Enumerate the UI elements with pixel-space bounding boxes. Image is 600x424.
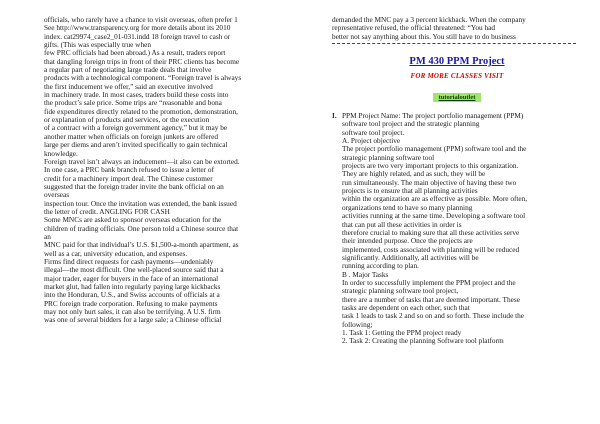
item-text-line: strategic planning software tool project,: [342, 287, 459, 296]
item-text-line: therefore crucial to making sure that all these activities serve: [342, 228, 520, 237]
text-line: market glut, had fallen into regularly paying large kickbacks: [44, 283, 221, 291]
text-line: index. cat29974_case2_01-031.indd 18 foreign travel to cash or: [44, 32, 231, 41]
text-line: major trader, eager for buyers in the face of an international: [44, 274, 219, 283]
text-line: gifts. (This was especially true when: [44, 41, 151, 50]
text-line: better not say anything about this. You still have to do business: [332, 32, 516, 41]
item-text-line: projects are two very important projects to this organization.: [342, 162, 519, 171]
text-line: overseas: [44, 191, 70, 200]
text-line: into the Honduran, U.S., and Swiss accounts of officials at a: [44, 291, 220, 300]
item-text-line: within the organization are as effective as possible. More often,: [342, 195, 528, 204]
visit-banner: FOR MORE CLASSES VISIT: [410, 72, 504, 81]
left-column: [44, 16, 296, 325]
text-line: few PRC officials had been abroad.) As a result, traders report: [44, 49, 226, 58]
text-line: illegal—the most difficult. One well-placed source said that a: [44, 266, 224, 275]
right-column: [332, 16, 582, 346]
item-text-line: B . Major Tasks: [342, 270, 389, 279]
item-text-line: PPM Project Name: The project portfolio management (PPM): [342, 112, 524, 121]
item-text-line: significantly. Additionally, all activities will be: [342, 253, 479, 262]
item-text-line: projects is to ensure that all planning activities: [342, 187, 478, 196]
text-line: that dangling foreign trips in front of their PRC clients has become: [44, 57, 240, 66]
text-line: In one case, a PRC bank branch refused to issue a letter of: [44, 166, 215, 175]
item-text-line: there are a number of tasks that are deemed important. These: [342, 295, 520, 304]
text-line: well as a car, university education, and expenses.: [44, 249, 188, 258]
text-line: the first inducement we offer,” said an executive involved: [44, 82, 213, 91]
item-text-line: organizations tend to have so many planning: [342, 203, 473, 212]
item-text-line: activities running at the same time. Developing a software tool: [342, 212, 526, 221]
item-text-line: task 1 leads to task 2 and so on and so forth. These include the: [342, 312, 525, 321]
item-text-line: In order to successfully implement the PPM project and the: [342, 278, 516, 287]
text-line: children of trading officials. One person told a Chinese source that: [44, 224, 239, 233]
item-text-line: software tool project and the strategic planning: [342, 120, 480, 129]
text-line: Firms find direct requests for cash payments—undeniably: [44, 257, 214, 266]
text-line: fide expenditures directly related to the promotion, demonstration,: [44, 107, 238, 116]
text-line: another matter when officials on foreign junkets are offered: [44, 132, 218, 141]
item-text-line: strategic planning software tool: [342, 153, 435, 162]
item-text-line: running according to plan.: [342, 262, 420, 271]
text-line: large per diems and aren’t invited specifically to gain technical: [44, 141, 228, 150]
text-line: credit for a machinery import deal. The Chinese customer: [44, 174, 213, 183]
item-text-line: The project portfolio management (PPM) software tool and the: [342, 145, 527, 154]
text-line: PRC foreign trade corporation. Refusing to make payments: [44, 299, 218, 308]
text-line: inspection tour. Once the invitation was extended, the bank issued: [44, 199, 237, 208]
text-line: in machinery trade. In most cases, traders build these costs into: [44, 91, 229, 100]
tutorialoutlet-link-button[interactable]: tutorialoutlet: [433, 93, 482, 102]
link-wrapper: [332, 86, 582, 104]
item-text-line: software tool project.: [342, 128, 405, 137]
item-text-line: following;: [342, 320, 373, 329]
item-text-line: implemented, costs associated with planning will be reduced: [342, 245, 520, 254]
text-line: or explanation of products and services, or the execution: [44, 116, 210, 125]
item-text-line: their intended purpose. Once the projects are: [342, 237, 473, 246]
item-text-line: A. Project objective: [342, 137, 401, 146]
text-line: officials, who rarely have a chance to visit overseas, often prefer 1: [44, 16, 238, 24]
list-item: [332, 112, 582, 346]
roman-numeral-marker: I.: [332, 111, 337, 121]
text-line: suggested that the foreign trader invite the bank official on an: [44, 182, 224, 191]
text-line: products with a technological component. “Foreign travel is always: [44, 74, 242, 83]
item-text-line: 2. Task 2: Creating the planning Software tool platform: [342, 337, 504, 346]
text-line: may not only hurt sales, it can also be terrifying. A U.S. firm: [44, 308, 221, 317]
text-line: demanded the MNC pay a 3 percent kickback. When the company: [332, 16, 526, 24]
text-line: MNC paid for that individual’s U.S. $1,500-a-month apartment, as: [44, 241, 239, 250]
text-line: an: [44, 232, 51, 241]
text-line: See http://www.transparency.org for more details about its 2010: [44, 24, 231, 33]
text-line: the product’s sale price. Some trips are “reasonable and bona: [44, 99, 222, 108]
item-text-line: 1. Task 1: Getting the PPM project ready: [342, 328, 462, 337]
text-line: the letter of credit. ANGLING FOR CASH: [44, 207, 170, 216]
text-line: was one of several bidders for a large sale; a Chinese official: [44, 316, 222, 325]
text-line: a regular part of negotiating large trade deals that involve: [44, 66, 212, 75]
text-line: of a contract with a foreign government agency,” but it may be: [44, 124, 228, 133]
item-text-line: tasks are dependent on each other, such that: [342, 303, 470, 312]
item-text-line: They are highly related, and as such, they will be: [342, 170, 486, 179]
text-line: Some MNCs are asked to sponsor overseas education for the: [44, 216, 222, 225]
page-title[interactable]: PM 430 PPM Project: [409, 56, 505, 68]
right-column-continued-text: [332, 16, 582, 41]
text-line: Foreign travel isn’t always an inducement—it also can be extorted.: [44, 157, 240, 166]
text-line: representative refused, the official threatened: “You had: [332, 24, 496, 33]
dashed-divider: [332, 43, 576, 44]
item-text-line: run simultaneously. The main objective of having these two: [342, 178, 517, 187]
item-text-line: that can put all these activities in order is: [342, 220, 462, 229]
text-line: knowledge.: [44, 149, 78, 158]
